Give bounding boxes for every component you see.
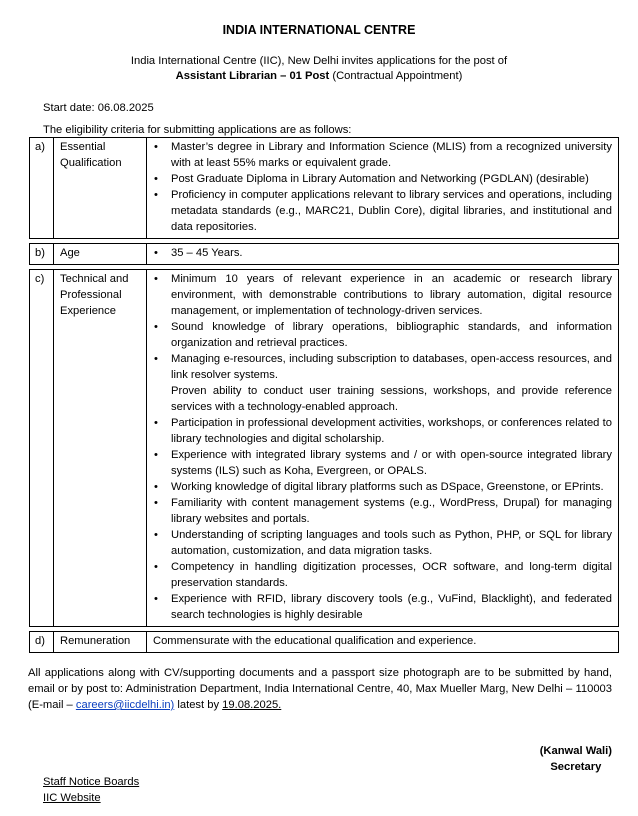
criteria-label: a) [30, 138, 54, 239]
point-text: Post Graduate Diploma in Library Automation and Networking (PGDLAN) (desirable) [171, 173, 589, 185]
point-text: Proficiency in computer applications relevant to library services and operations, including metadata standards (e.g., MARC21, Dublin Core), digital libraries, and institutional and data repositories. [171, 189, 612, 233]
list-item [153, 245, 612, 261]
criteria-details [147, 632, 619, 653]
list-item [153, 415, 612, 447]
point-text: Familiarity with content management systems (e.g., WordPress, Drupal) for managing library websites and portals. [171, 497, 612, 525]
start-date: Start date: 06.08.2025 [43, 102, 154, 114]
bullet-icon: • [154, 321, 158, 333]
closing-latest: latest by [174, 699, 223, 711]
bullet-icon: • [154, 141, 158, 153]
criteria-details [147, 244, 619, 265]
criteria-details [147, 138, 619, 239]
bullet-icon: • [154, 173, 158, 185]
closing-text: All applications along with CV/supporting documents and a passport size photograph are to be submitted by hand, email or by post to: Administration Department, India International Centre, 40, Max Mueller Marg, New Delhi – 110003 (E-mail – [28, 667, 612, 711]
criteria-heading: Technical and Professional Experience [54, 270, 147, 627]
criteria-label: c) [30, 270, 54, 627]
eligibility-intro: The eligibility criteria for submitting applications are as follows: [43, 124, 352, 136]
bullet-icon: • [154, 497, 158, 509]
criteria-details [147, 270, 619, 627]
eligibility-table [29, 137, 619, 653]
list-item [153, 139, 612, 171]
criteria-label: b) [30, 244, 54, 265]
signature-block [540, 743, 612, 775]
criteria-heading: Age [54, 244, 147, 265]
point-text: Experience with RFID, library discovery tools (e.g., VuFind, Blacklight), and federated search technologies is highly desirable [171, 593, 612, 621]
list-item [153, 187, 612, 235]
signatory-name: (Kanwal Wali) [539, 745, 612, 757]
bullet-icon: • [154, 417, 158, 429]
bullet-icon: • [154, 529, 158, 541]
list-item [153, 447, 612, 479]
distribution-item: IIC Website [43, 792, 101, 804]
criteria-heading: Remuneration [54, 632, 147, 653]
bullet-icon: • [154, 449, 158, 461]
point-text: Experience with integrated library systems and / or with open-source integrated library systems (ILS) such as Koha, Evergreen, or OPALS. [171, 449, 612, 477]
point-text: Sound knowledge of library operations, bibliographic standards, and information organization and retrieval practices. [171, 321, 612, 349]
list-item [153, 479, 612, 495]
point-text: Competency in handling digitization processes, OCR software, and long-term digital preservation standards. [171, 561, 612, 589]
bullet-icon: • [154, 247, 158, 259]
post-type: (Contractual Appointment) [332, 69, 463, 82]
criteria-row [30, 138, 619, 239]
point-text: Participation in professional development activities, workshops, or conferences related to library technologies and digital scholarship. [171, 417, 612, 445]
criteria-heading: Essential Qualification [54, 138, 147, 239]
bullet-icon: • [154, 561, 158, 573]
point-text: Minimum 10 years of relevant experience in an academic or research library environment, with demonstrable contributions to library automation, digital resource management, or implementation of technology-driven services. [171, 273, 612, 317]
distribution-item: Staff Notice Boards [43, 776, 140, 788]
distribution-list [43, 774, 139, 806]
point-text: Managing e-resources, including subscription to databases, open-access resources, and link resolver systems. [171, 353, 612, 381]
closing-paragraph [28, 665, 612, 713]
criteria-row [30, 632, 619, 653]
list-item [153, 319, 612, 351]
document-title: INDIA INTERNATIONAL CENTRE [222, 23, 416, 37]
criteria-points [153, 271, 612, 623]
criteria-points [153, 245, 612, 261]
list-item [153, 527, 612, 559]
intro-block [0, 54, 638, 83]
point-text: 35 – 45 Years. [171, 247, 243, 259]
deadline-date: 19.08.2025. [222, 699, 282, 711]
post-line [0, 69, 638, 84]
criteria-row [30, 270, 619, 627]
bullet-icon: • [154, 353, 158, 365]
point-text: Working knowledge of digital library platforms such as DSpace, Greenstone, or EPrints. [171, 481, 604, 493]
bullet-icon: • [154, 273, 158, 285]
bullet-icon: • [154, 481, 158, 493]
bullet-icon: • [154, 189, 158, 201]
intro-line: India International Centre (IIC), New Delhi invites applications for the post of [130, 55, 508, 67]
signatory-designation: Secretary [550, 761, 602, 773]
list-item [153, 351, 612, 415]
criteria-text: Commensurate with the educational qualification and experience. [153, 635, 477, 647]
post-title: Assistant Librarian – 01 Post [175, 69, 330, 82]
bullet-icon: • [154, 593, 158, 605]
point-text: Understanding of scripting languages and tools such as Python, PHP, or SQL for library automation, customization, and data migration tasks. [171, 529, 612, 557]
criteria-label: d) [30, 632, 54, 653]
criteria-row [30, 244, 619, 265]
criteria-points [153, 139, 612, 235]
email-link[interactable]: careers@iicdelhi.in) [75, 699, 175, 711]
point-extra-text: Proven ability to conduct user training sessions, workshops, and provide reference services with a technology-enabled approach. [171, 385, 612, 413]
point-text: Master’s degree in Library and Information Science (MLIS) from a recognized university with at least 55% marks or equivalent grade. [171, 141, 612, 169]
list-item [153, 271, 612, 319]
list-item [153, 495, 612, 527]
list-item [153, 559, 612, 591]
list-item [153, 591, 612, 623]
list-item [153, 171, 612, 187]
